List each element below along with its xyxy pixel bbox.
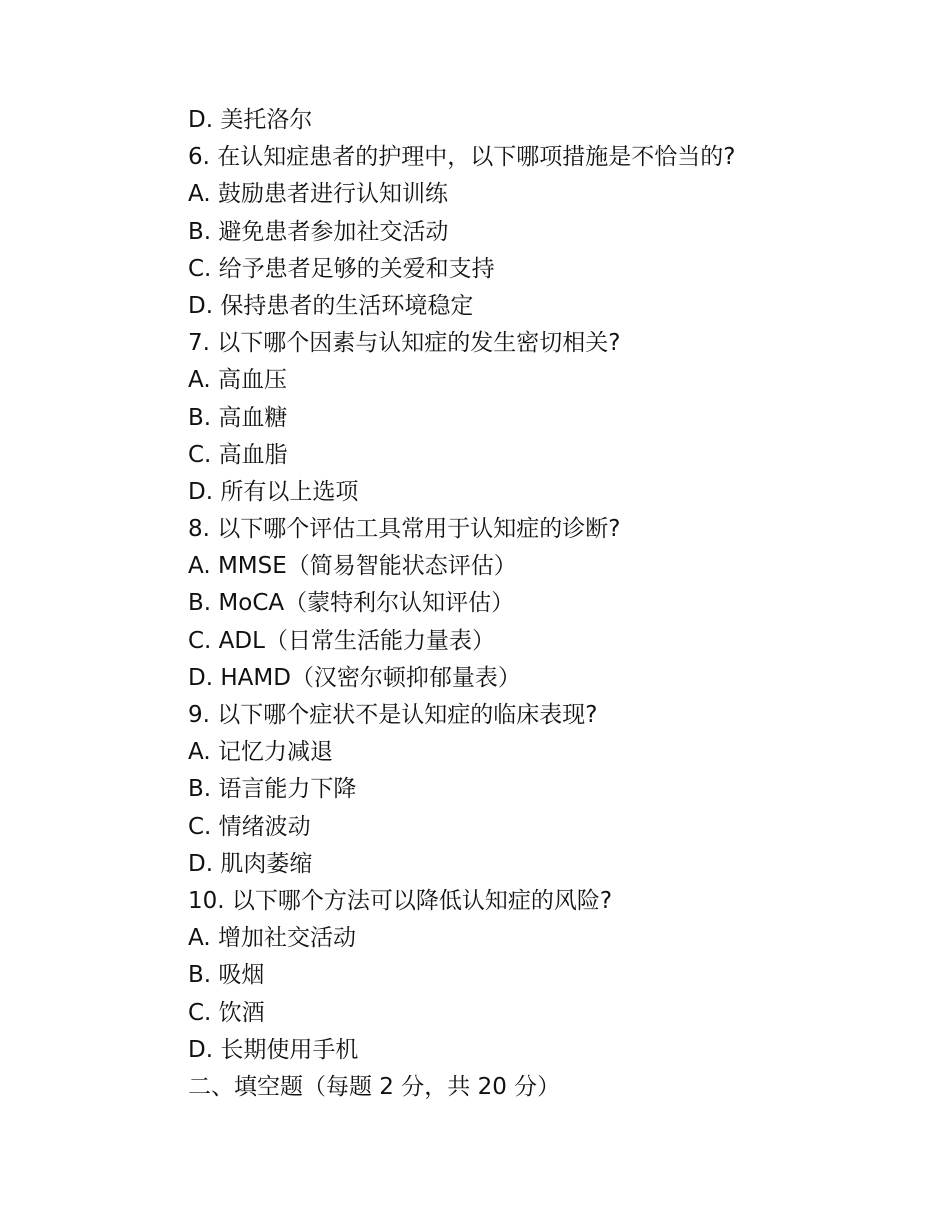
answer-option: D. 所有以上选项 [188, 478, 359, 505]
answer-option: C. 给予患者足够的关爱和支持 [188, 255, 495, 282]
answer-option: A. 高血压 [188, 367, 287, 394]
answer-option: B. MoCA（蒙特利尔认知评估） [188, 590, 515, 617]
answer-option: A. 增加社交活动 [188, 925, 356, 952]
answer-option: C. ADL（日常生活能力量表） [188, 627, 495, 654]
question-text: 8. 以下哪个评估工具常用于认知症的诊断? [188, 516, 621, 543]
document-body [188, 102, 908, 1106]
answer-option: D. 长期使用手机 [188, 1036, 359, 1063]
answer-option: B. 避免患者参加社交活动 [188, 218, 449, 245]
answer-option: A. MMSE（简易智能状态评估） [188, 553, 517, 580]
answer-option: A. 鼓励患者进行认知训练 [188, 181, 448, 208]
answer-option: C. 高血脂 [188, 441, 288, 468]
question-text: 9. 以下哪个症状不是认知症的临床表现? [188, 702, 598, 728]
answer-option: D. HAMD（汉密尔顿抑郁量表） [188, 664, 521, 691]
question-text: 6. 在认知症患者的护理中，以下哪项措施是不恰当的? [188, 144, 736, 171]
answer-option: B. 高血糖 [188, 404, 288, 431]
question-text: 7. 以下哪个因素与认知症的发生密切相关? [188, 330, 621, 357]
answer-option: D. 美托洛尔 [188, 107, 313, 133]
document-page [188, 102, 908, 1106]
answer-option: C. 情绪波动 [188, 813, 311, 840]
question-text: 10. 以下哪个方法可以降低认知症的风险? [188, 887, 613, 914]
answer-option: D. 保持患者的生活环境稳定 [188, 292, 474, 319]
answer-option: B. 语言能力下降 [188, 776, 357, 803]
section-heading: 二、填空题（每题 2 分，共 20 分） [188, 1073, 561, 1100]
answer-option: D. 肌肉萎缩 [188, 850, 313, 877]
answer-option: C. 饮酒 [188, 999, 265, 1026]
answer-option: B. 吸烟 [188, 962, 265, 989]
answer-option: A. 记忆力减退 [188, 739, 333, 766]
